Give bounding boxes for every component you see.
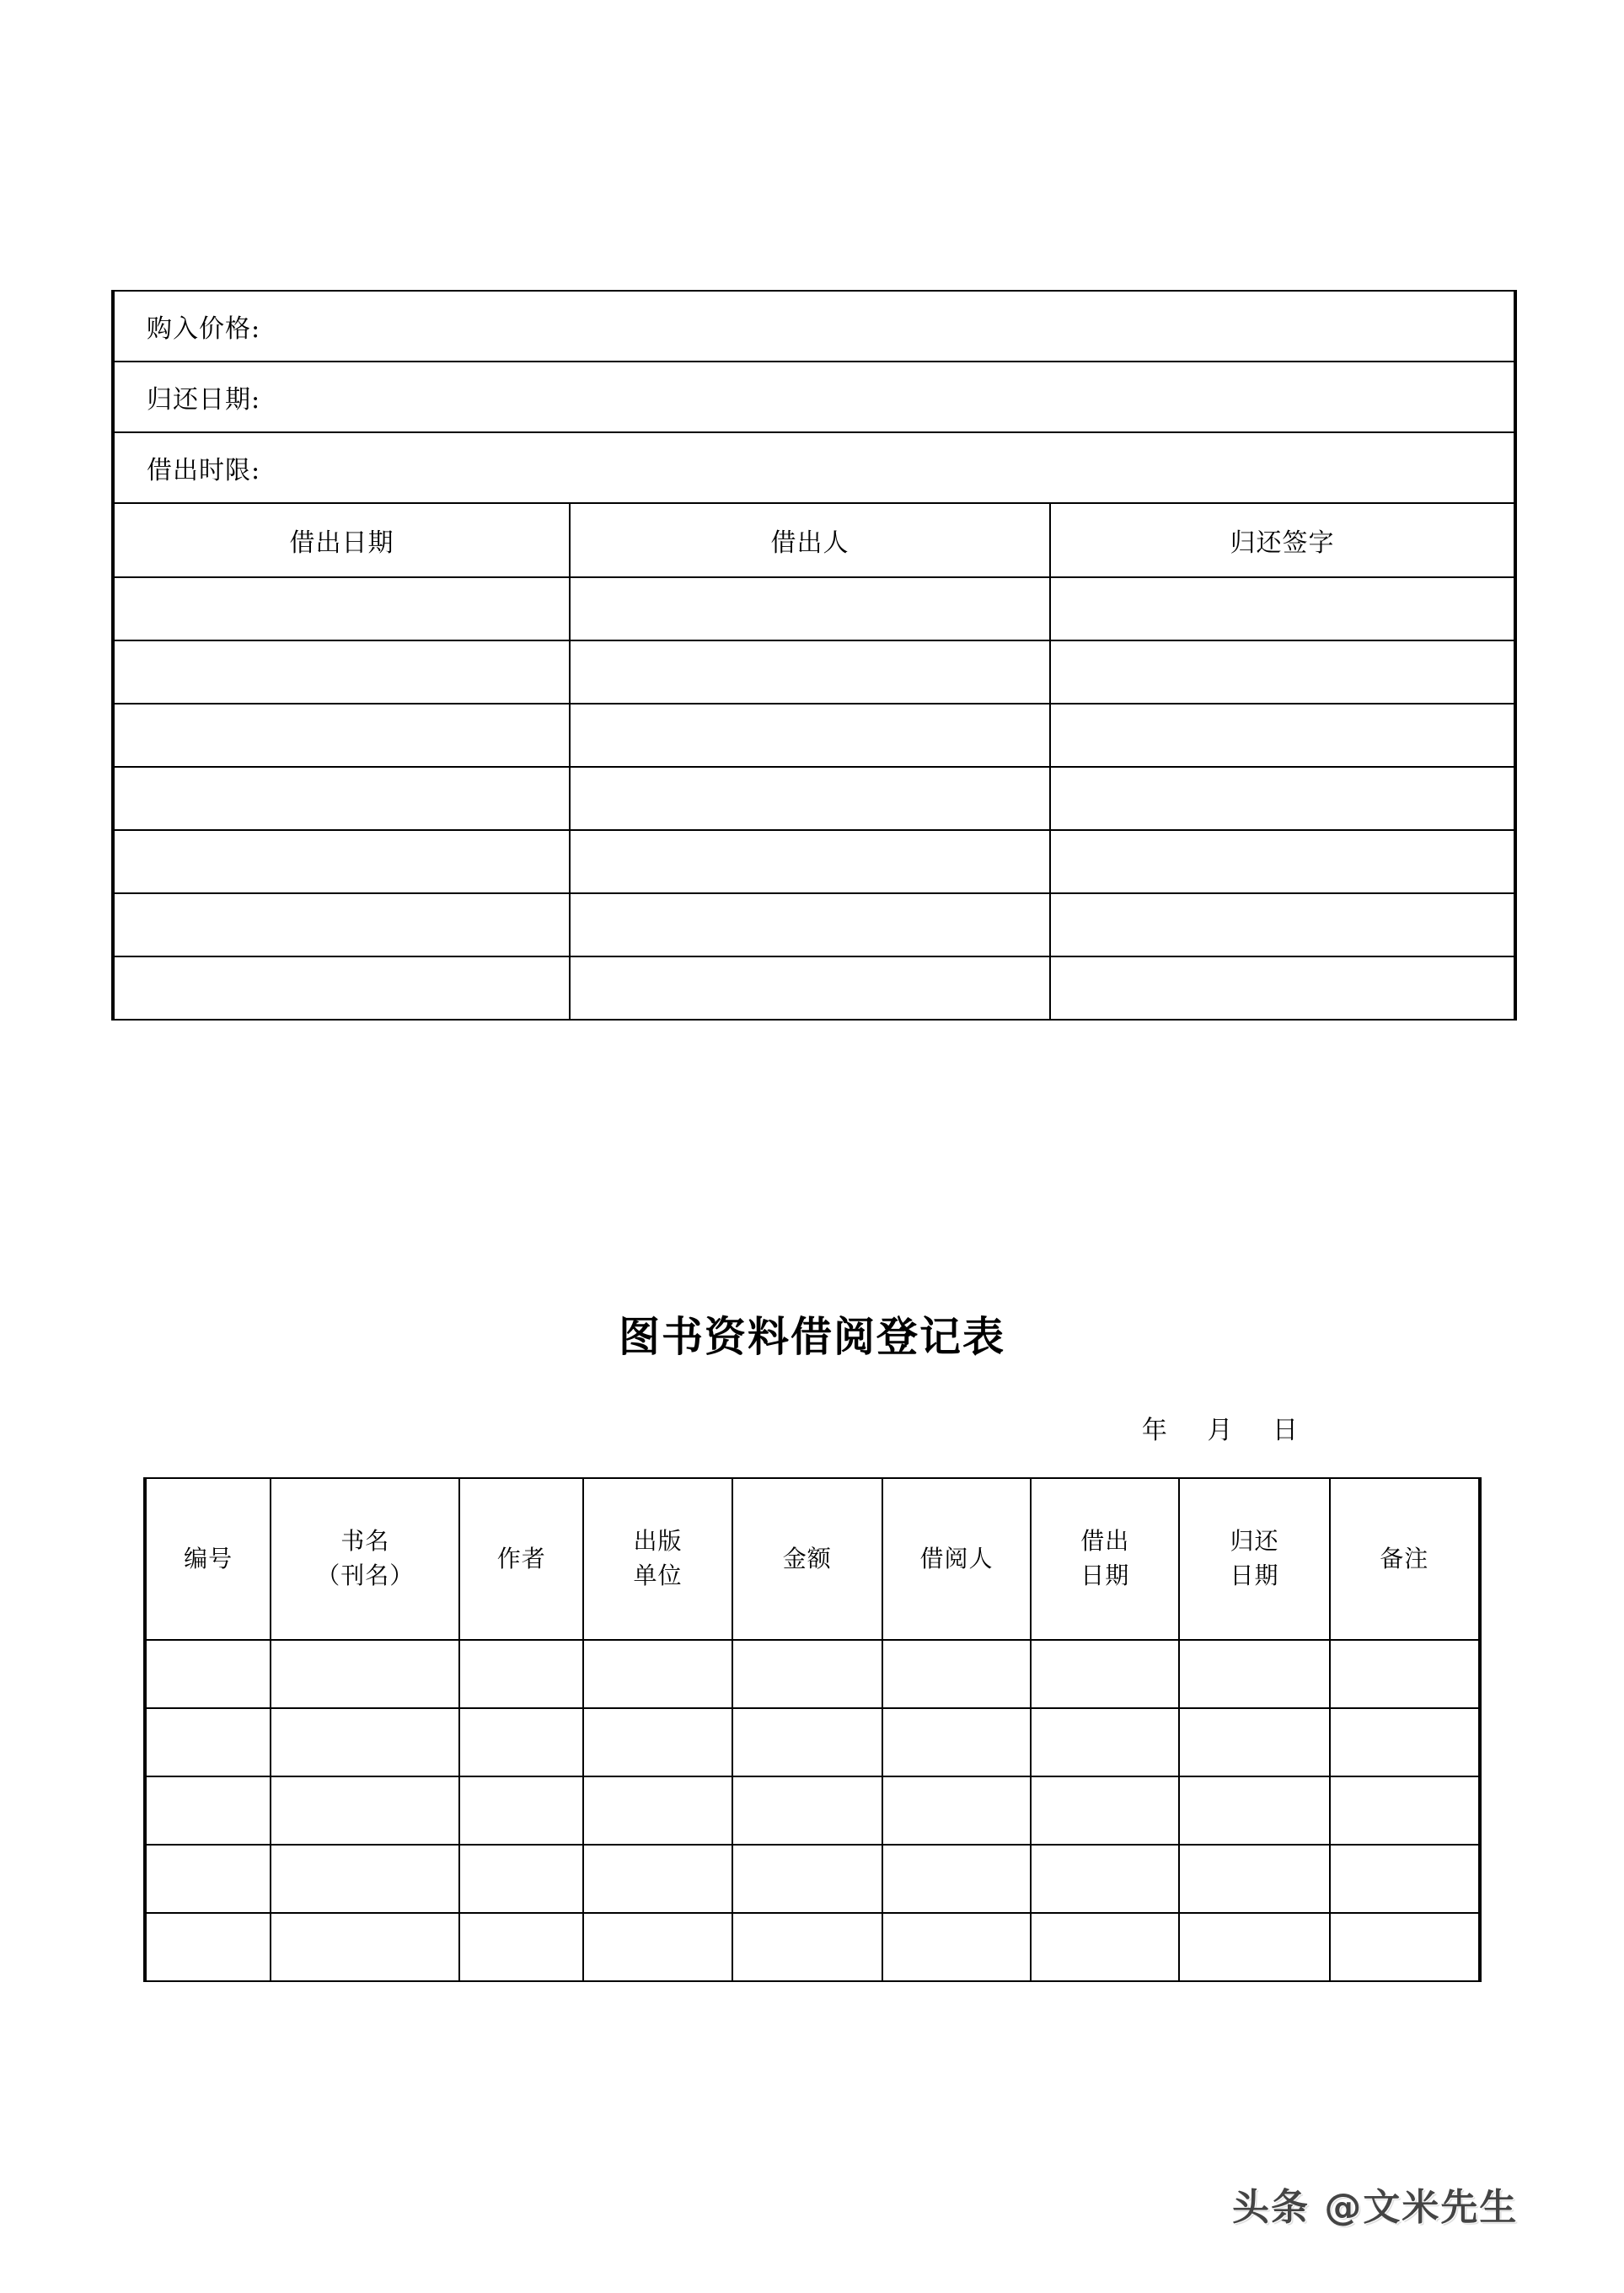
- cell-return-signature[interactable]: [1050, 767, 1515, 830]
- table-header-row: [145, 1478, 1480, 1640]
- column-header-remarks: [1330, 1478, 1480, 1640]
- header-line-1: 编号: [184, 1544, 233, 1572]
- cell-author[interactable]: [459, 1708, 583, 1776]
- cell-return-date[interactable]: [1179, 1845, 1329, 1913]
- header-line-1: 作者: [496, 1544, 546, 1572]
- column-header-return-signature: 归还签字: [1050, 503, 1515, 577]
- date-line: [0, 1409, 1300, 1446]
- cell-remarks[interactable]: [1330, 1640, 1480, 1708]
- cell-remarks[interactable]: [1330, 1845, 1480, 1913]
- cell-book-title[interactable]: [271, 1845, 459, 1913]
- column-header-serial-number: [145, 1478, 271, 1640]
- column-header-borrow-date: 借出日期: [113, 503, 570, 577]
- watermark-attribution: 头条 @文米先生: [1232, 2186, 1519, 2229]
- cell-borrower[interactable]: [570, 830, 1050, 893]
- table-row: [113, 362, 1515, 432]
- header-line-1: 金额: [782, 1544, 832, 1572]
- header-line-2: （刊名）: [316, 1562, 415, 1589]
- cell-amount[interactable]: [732, 1708, 882, 1776]
- date-month-label: 月: [1207, 1416, 1235, 1445]
- cell-borrower[interactable]: [570, 767, 1050, 830]
- column-header-borrower: 借出人: [570, 503, 1050, 577]
- borrow-log-table: [143, 1477, 1482, 1982]
- cell-borrower[interactable]: [882, 1708, 1031, 1776]
- cell-borrow-date[interactable]: [113, 577, 570, 640]
- table-row: [113, 291, 1515, 362]
- cell-borrow-date[interactable]: [1031, 1708, 1179, 1776]
- cell-return-signature[interactable]: [1050, 956, 1515, 1020]
- cell-borrower[interactable]: [882, 1640, 1031, 1708]
- table-row: [113, 893, 1515, 956]
- cell-publisher[interactable]: [583, 1913, 732, 1981]
- cell-borrow-date[interactable]: [1031, 1845, 1179, 1913]
- cell-borrow-date[interactable]: [113, 767, 570, 830]
- cell-amount[interactable]: [732, 1640, 882, 1708]
- cell-remarks[interactable]: [1330, 1776, 1480, 1845]
- cell-return-date[interactable]: [1179, 1708, 1329, 1776]
- column-header-borrow-date: [1031, 1478, 1179, 1640]
- cell-borrower[interactable]: [570, 893, 1050, 956]
- table-row: [113, 432, 1515, 503]
- cell-remarks[interactable]: [1330, 1708, 1480, 1776]
- cell-return-signature[interactable]: [1050, 640, 1515, 704]
- column-header-author: [459, 1478, 583, 1640]
- cell-publisher[interactable]: [583, 1640, 732, 1708]
- header-line-1: 归还: [1230, 1527, 1279, 1556]
- cell-publisher[interactable]: [583, 1776, 732, 1845]
- return-date-label: 归还日期:: [113, 362, 1515, 432]
- purchase-price-label: 购入价格:: [113, 291, 1515, 362]
- cell-author[interactable]: [459, 1776, 583, 1845]
- cell-amount[interactable]: [732, 1845, 882, 1913]
- cell-book-title[interactable]: [271, 1913, 459, 1981]
- cell-borrow-date[interactable]: [113, 830, 570, 893]
- date-day-label: 日: [1273, 1416, 1300, 1445]
- cell-borrower[interactable]: [570, 577, 1050, 640]
- cell-book-title[interactable]: [271, 1708, 459, 1776]
- cell-borrow-date[interactable]: [113, 956, 570, 1020]
- cell-amount[interactable]: [732, 1776, 882, 1845]
- table-row: [145, 1845, 1480, 1913]
- cell-return-signature[interactable]: [1050, 893, 1515, 956]
- header-line-2: 日期: [1230, 1562, 1279, 1589]
- cell-borrow-date[interactable]: [1031, 1913, 1179, 1981]
- cell-return-signature[interactable]: [1050, 577, 1515, 640]
- cell-borrower[interactable]: [570, 640, 1050, 704]
- cell-amount[interactable]: [732, 1913, 882, 1981]
- cell-return-date[interactable]: [1179, 1640, 1329, 1708]
- cell-borrower[interactable]: [882, 1776, 1031, 1845]
- cell-author[interactable]: [459, 1640, 583, 1708]
- cell-return-date[interactable]: [1179, 1913, 1329, 1981]
- cell-borrow-date[interactable]: [1031, 1776, 1179, 1845]
- cell-publisher[interactable]: [583, 1708, 732, 1776]
- date-year-label: 年: [1141, 1416, 1169, 1445]
- cell-author[interactable]: [459, 1845, 583, 1913]
- header-line-1: 借出: [1080, 1527, 1130, 1556]
- cell-return-date[interactable]: [1179, 1776, 1329, 1845]
- table-row: [113, 640, 1515, 704]
- table-row: [113, 956, 1515, 1020]
- cell-return-signature[interactable]: [1050, 830, 1515, 893]
- cell-borrower[interactable]: [570, 956, 1050, 1020]
- table-row: [145, 1913, 1480, 1981]
- column-header-return-date: [1179, 1478, 1329, 1640]
- table-row: [113, 830, 1515, 893]
- cell-book-title[interactable]: [271, 1776, 459, 1845]
- cell-borrow-date[interactable]: [113, 640, 570, 704]
- page-title: 图书资料借阅登记表: [618, 1312, 1005, 1361]
- header-line-1: 备注: [1380, 1544, 1429, 1572]
- table-row: [113, 767, 1515, 830]
- header-line-2: 日期: [1080, 1562, 1130, 1589]
- header-line-1: 书名: [340, 1527, 390, 1556]
- cell-serial-number[interactable]: [145, 1708, 271, 1776]
- cell-borrower[interactable]: [570, 704, 1050, 767]
- header-line-1: 出版: [633, 1527, 683, 1556]
- table-row: [145, 1640, 1480, 1708]
- cell-borrow-date[interactable]: [1031, 1640, 1179, 1708]
- cell-book-title[interactable]: [271, 1640, 459, 1708]
- cell-return-signature[interactable]: [1050, 704, 1515, 767]
- column-header-amount: [732, 1478, 882, 1640]
- cell-borrow-date[interactable]: [113, 893, 570, 956]
- column-header-book-title: [271, 1478, 459, 1640]
- cell-remarks[interactable]: [1330, 1913, 1480, 1981]
- book-record-table: [111, 290, 1517, 1021]
- table-header-row: [113, 503, 1515, 577]
- cell-serial-number[interactable]: [145, 1913, 271, 1981]
- header-line-1: 借阅人: [919, 1544, 994, 1572]
- table-row: [145, 1708, 1480, 1776]
- table-row: [145, 1776, 1480, 1845]
- loan-period-label: 借出时限:: [113, 432, 1515, 503]
- cell-borrower[interactable]: [882, 1845, 1031, 1913]
- cell-serial-number[interactable]: [145, 1845, 271, 1913]
- table-row: [113, 704, 1515, 767]
- cell-borrower[interactable]: [882, 1913, 1031, 1981]
- cell-borrow-date[interactable]: [113, 704, 570, 767]
- cell-author[interactable]: [459, 1913, 583, 1981]
- cell-serial-number[interactable]: [145, 1640, 271, 1708]
- header-line-2: 单位: [633, 1562, 683, 1589]
- column-header-borrower: [882, 1478, 1031, 1640]
- cell-serial-number[interactable]: [145, 1776, 271, 1845]
- cell-publisher[interactable]: [583, 1845, 732, 1913]
- table-row: [113, 577, 1515, 640]
- column-header-publisher: [583, 1478, 732, 1640]
